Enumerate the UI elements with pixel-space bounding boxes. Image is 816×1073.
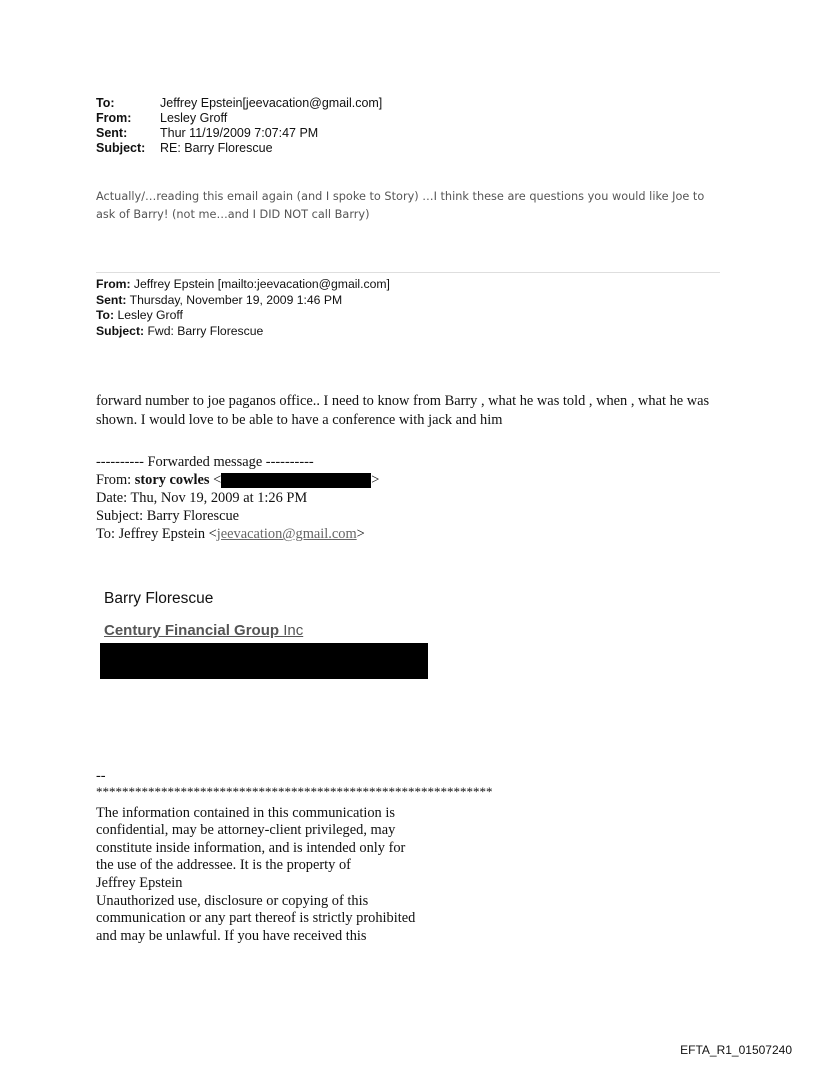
disclaimer-line: constitute inside information, and is intended only for xyxy=(96,839,406,856)
to-value: Jeffrey Epstein[jeevacation@gmail.com] xyxy=(160,96,383,110)
disclaimer-stars: ************************************************************* xyxy=(96,783,493,799)
epstein-message-body: forward number to joe paganos office.. I need to know from Barry , what he was told , when , what he was shown. I would love to be able to have a conference with jack and him xyxy=(96,393,710,428)
fwd-subject-value: Fwd: Barry Florescue xyxy=(147,323,264,338)
disclaimer-line: confidential, may be attorney-client privileged, may xyxy=(96,822,396,839)
disclaimer-line: Unauthorized use, disclosure or copying of this xyxy=(96,892,369,909)
reply-body: Actually/…reading this email again (and I spoke to Story) …I think these are questions you would like Joe to ask of Barry! (not me…and I DID NOT call Barry) xyxy=(96,190,705,221)
document-id-footer: EFTA_R1_01507240 xyxy=(680,1043,792,1057)
fwd-subject-row xyxy=(96,324,390,340)
redaction-box xyxy=(221,473,371,488)
disclaimer-line: The information contained in this communication is xyxy=(96,804,395,821)
disclaimer-block xyxy=(96,768,576,945)
subject-label: Subject: xyxy=(96,141,146,155)
fwd-to-row xyxy=(96,308,390,324)
fwd-from-label: From: xyxy=(96,277,131,291)
signature-block xyxy=(104,590,303,639)
to-label: To: xyxy=(96,96,115,110)
orig-from-prefix: From: xyxy=(96,472,135,488)
orig-date-row: Date: Thu, Nov 19, 2009 at 1:26 PM xyxy=(96,490,308,506)
fwd-from-row xyxy=(96,277,390,293)
sent-value: Thur 11/19/2009 7:07:47 PM xyxy=(160,126,319,140)
fwd-to-label: To: xyxy=(96,308,115,322)
fwd-to-value: Lesley Groff xyxy=(117,308,183,322)
disclaimer-dashes: -- xyxy=(96,768,106,784)
forward-divider: ---------- Forwarded message ---------- xyxy=(96,454,314,470)
forwarded-header xyxy=(96,277,390,339)
disclaimer-line: Jeffrey Epstein xyxy=(96,874,183,891)
from-row xyxy=(96,111,382,126)
fwd-sent-label: Sent: xyxy=(96,292,127,307)
orig-to-prefix: To: Jeffrey Epstein < xyxy=(96,526,217,542)
subject-value: RE: Barry Florescue xyxy=(160,141,273,155)
signature-name: Barry Florescue xyxy=(104,590,214,607)
fwd-sent-row xyxy=(96,293,390,309)
signature-company[interactable] xyxy=(104,622,303,639)
disclaimer-line: and may be unlawful. If you have received this xyxy=(96,927,367,944)
fwd-from-value: Jeffrey Epstein [mailto:jeevacation@gmail.com] xyxy=(133,277,390,291)
from-value: Lesley Groff xyxy=(160,111,228,125)
company-suffix: Inc xyxy=(279,622,304,639)
fwd-sent-value: Thursday, November 19, 2009 1:46 PM xyxy=(129,292,343,307)
disclaimer-line: communication or any part thereof is strictly prohibited xyxy=(96,910,416,927)
separator-line xyxy=(96,272,720,273)
orig-subject-row: Subject: Barry Florescue xyxy=(96,508,240,524)
from-label: From: xyxy=(96,111,132,125)
disclaimer-line: the use of the addressee. It is the property of xyxy=(96,857,351,874)
orig-from-row xyxy=(96,471,379,489)
signature-redaction-box xyxy=(100,643,428,679)
to-row xyxy=(96,96,382,111)
email-header xyxy=(96,96,382,156)
orig-to-email-link[interactable]: jeevacation@gmail.com xyxy=(216,526,357,542)
orig-from-name: story cowles xyxy=(134,472,210,488)
orig-to-row xyxy=(96,525,379,543)
orig-from-close: > xyxy=(371,472,380,488)
fwd-subject-label: Subject: xyxy=(96,323,145,338)
company-name: Century Financial Group xyxy=(104,622,280,639)
subject-row xyxy=(96,141,382,156)
orig-from-open: < xyxy=(209,472,222,488)
sent-label: Sent: xyxy=(96,126,128,140)
forwarded-message-block xyxy=(96,453,379,543)
disclaimer-text xyxy=(96,805,576,946)
sent-row xyxy=(96,126,382,141)
orig-to-suffix: > xyxy=(356,526,365,542)
